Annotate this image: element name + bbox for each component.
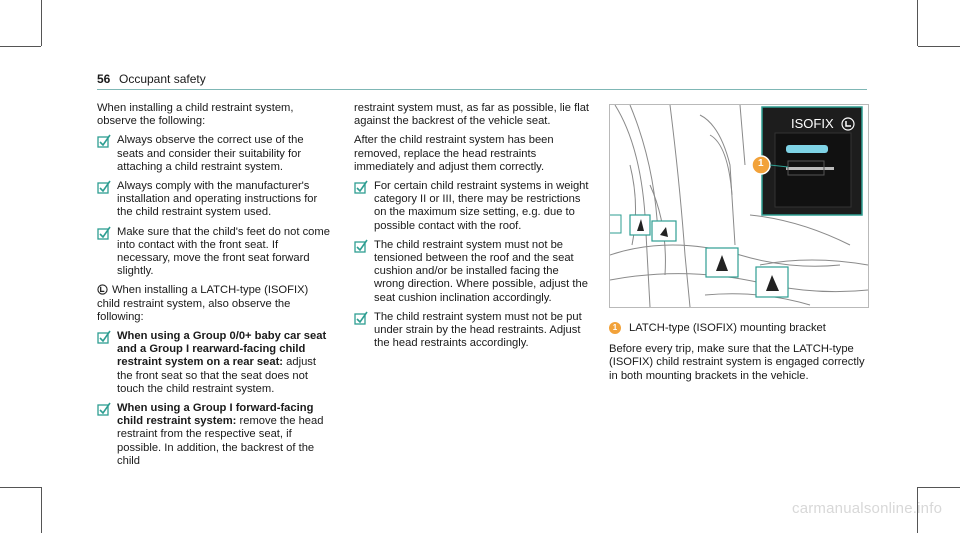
header-rule (97, 89, 867, 90)
checklist-text: Always comply with the manufacturer's installation and operating instructions for the child restraint system used. (117, 180, 318, 219)
watermark-logo: carmanualsonline.info (792, 500, 943, 517)
checklist-text: The child restraint system must not be tensioned between the roof and the seat cushion and/or be installed facing the wrong direction. Where possible, adjust the seat cushion inclination accordingly. (374, 238, 588, 304)
checklist-item (97, 180, 330, 220)
checklist-text: Make sure that the child's feet do not come into contact with the front seat. If necessary, move the front seat forward slightly. (117, 225, 330, 278)
isofix-note (97, 284, 330, 324)
group-item-text: adjust the front seat so that the seat does not touch the child restraint system. (117, 356, 316, 395)
checklist-item (354, 180, 590, 233)
crop-mark (918, 487, 960, 488)
crop-mark (917, 0, 918, 46)
isofix-icon (97, 284, 108, 295)
right-column (609, 322, 871, 389)
checkmark-icon (97, 330, 111, 344)
continuation-text: restraint system must, as far as possible, lie flat against the backrest of the vehicle seat. (354, 102, 590, 128)
group-item-heading: When using a Group I forward-facing child restraint system: (117, 402, 314, 428)
crop-mark (41, 0, 42, 46)
group-item-heading: When using a Group 0/0+ baby car seat and a Group I rearward-facing child restraint system on a rear seat: (117, 330, 327, 369)
section-title: Occupant safety (119, 72, 206, 86)
checkmark-icon (97, 402, 111, 416)
left-column (97, 102, 330, 474)
checkmark-icon (354, 180, 368, 194)
crop-mark (0, 487, 41, 488)
crop-mark (41, 487, 42, 533)
checkmark-icon (354, 239, 368, 253)
after-removal-text: After the child restraint system has been removed, replace the head restraints immediately and adjust them correctly. (354, 134, 554, 173)
figure-legend (609, 322, 871, 335)
isofix-note-text: When installing a LATCH-type (ISOFIX) child restraint system, also observe the following: (97, 284, 309, 323)
checklist-item (97, 402, 330, 468)
page-number: 56 (97, 72, 111, 86)
checklist-text: For certain child restraint systems in weight category II or III, there may be restrictions on the maximum size setting, e.g. due to possible contact with the roof. (374, 180, 589, 232)
checkmark-icon (354, 311, 368, 325)
middle-column (354, 102, 590, 356)
checklist-text: The child restraint system must not be put under strain by the head restraints. Adjust the head restraints accordingly. (374, 310, 582, 350)
checklist-item (97, 330, 330, 396)
checklist-item (97, 134, 330, 174)
isofix-inset-label: ISOFIX (791, 116, 834, 131)
legend-text: LATCH-type (ISOFIX) mounting bracket (629, 322, 826, 334)
checklist-item (354, 311, 590, 351)
seat-illustration (609, 104, 869, 308)
isofix-icon (841, 117, 855, 131)
checklist-item (354, 239, 590, 305)
checkmark-icon (97, 180, 111, 194)
checkmark-icon (97, 134, 111, 148)
figure-callout-number: 1 (758, 158, 764, 169)
checkmark-icon (97, 226, 111, 240)
intro-text: When installing a child restraint system, observe the following: (97, 102, 294, 128)
checklist-item (97, 226, 330, 279)
crop-mark (0, 46, 41, 47)
rear-seat-drawing (610, 105, 868, 307)
group-item-text: remove the head restraint from the respective seat, if possible. In addition, the backrest of the child (117, 415, 324, 467)
body-text: Before every trip, make sure that the LATCH-type (ISOFIX) child restraint system is engaged correctly in both mounting brackets in the vehicle. (609, 343, 865, 382)
legend-number-badge: 1 (609, 322, 621, 334)
checklist-text: Always observe the correct use of the seats and consider their suitability for attaching a child restraint system. (117, 134, 304, 173)
crop-mark (918, 46, 960, 47)
